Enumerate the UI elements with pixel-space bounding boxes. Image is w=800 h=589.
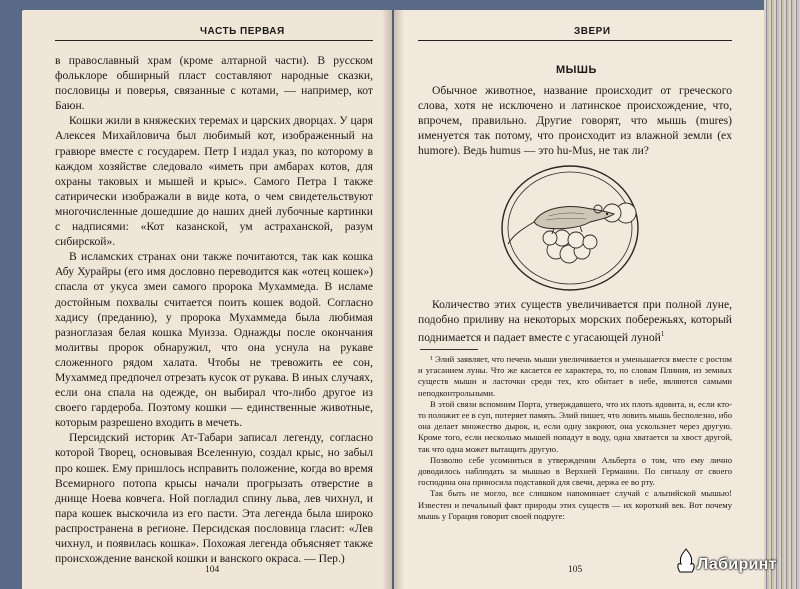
left-head-rule — [55, 40, 373, 41]
footnotes — [418, 354, 732, 522]
paragraph: Обычное животное, название происходит от греческого слова, хотя не исключено и латинское происхождение, что, впрочем, правильно. Другие говорят, что мышь (mures) именуется так потому, что происходит из влажной земли (ex humore). Ведь humus — это hu-Mus, не так ли? — [418, 84, 732, 158]
left-running-head: ЧАСТЬ ПЕРВАЯ — [200, 26, 285, 37]
book-gutter — [382, 10, 404, 589]
footnote: ¹ Элий заявляет, что печень мыши увеличивается и уменьшается вместе с ростом и угасанием луны. Что же касается ее характера, то, по словам Плиния, из земных существ мыши и ласточки среди тех, кто обитает в небе, являются самыми неподконтрольными. — [418, 354, 732, 398]
right-running-head: ЗВЕРИ — [574, 26, 611, 37]
section-title: МЫШЬ — [556, 64, 597, 76]
page-edges — [764, 0, 800, 589]
left-page-number: 104 — [205, 565, 220, 575]
footnote: Так быть не могло, все слишком напоминает случай с альпийской мышью! Известен и печальный факт природы этих существ — их короткий век. Вот почему мышь у Горация говорит своей подруге: — [418, 488, 732, 521]
labirint-logo: Лабиринт — [697, 556, 777, 573]
left-body-text — [55, 53, 373, 566]
paragraph: Количество этих существ увеличивается при полной луне, подобно приливу на некоторых морских побережьях, который поднимается и падает вместе с угасающей луной — [418, 298, 732, 345]
right-main-text — [418, 297, 732, 345]
footnote: Позволю себе усомниться в утверждении Альберта о том, что ему лично доводилось наблюдать за мышью в Верхней Германии. По сигналу от своего господина она приносила подставкой для свечи, держа ее во рту. — [418, 454, 732, 488]
right-head-rule — [418, 40, 732, 41]
labirint-logo-icon — [676, 548, 696, 574]
mouse-engraving — [494, 158, 646, 298]
right-intro-text — [418, 83, 732, 158]
right-page-number: 105 — [568, 565, 583, 575]
paragraph: Персидский историк Ат-Табари записал легенду, согласно которой Творец, основывая Вселенную, создал крыс, но забыл про кошек. Ему пришлось исправить положение, когда во время Всемирного потопа крысы начали прогрызать отверстие в днище Ноева ковчега. Ной погладил спину льва, лев чихнул, и пара кошек выскочила из его пасти. Эта легенда была широко распространена в регионе. Персидская пословица гласит: «Лев чихнул, и появилась кошка». Похожая легенда объясняет также происхождение ванской кошки и ванского окраса. — Пер.) — [55, 431, 373, 566]
footnote-marker: 1 — [660, 330, 665, 339]
footnote: В этой связи вспомним Порта, утверждавшего, что их плоть ядовита, и, если кто-то положит ее в суп, потеряет память. Элий пишет, что ловить мышь бесполезно, ибо она делает множество дырок, и, если одну закроют, она ускользнет через другую. Кроме того, если несколько мышей попадут в воду, одна хватается за хвост другой, так что одна может вытащить другую. — [418, 398, 732, 454]
paragraph: в православный храм (кроме алтарной части). В русском фольклоре обширный пласт составляют народные сказки, пословицы и поверья, связанные с котами, — например, кот Баюн. — [55, 54, 373, 113]
paragraph: В исламских странах они также почитаются, так как кошка Абу Хурайры (его имя дословно переводится как «отец кошек») спасла от укуса змеи самого пророка Мухаммеда. В исламе достойным похвалы считается поить кошек водой. Согласно хадису (преданию), у пророка Мухаммеда была любимая разноглазая белая кошка Муизза. Однажды после окончания молитвы пророк обнаружил, что она уснула на рукаве сложенного рядом халата. Чтобы не тревожить ее сон, Мухаммед предпочел отрезать кусок от рукава. В иных случаях, если она спала на одежде, он выбирал что-либо другое из своего гардероба. Поэтому кошки — единственные животные, которым разрешено входить в мечеть. — [55, 250, 373, 430]
paragraph: Кошки жили в княжеских теремах и царских дворцах. У царя Алексея Михайловича был любимый кот, изображенный на гравюре вместе с государем. Петр I издал указ, по которому в каждом хозяйстве следовало «иметь при амбарах котов, для охраны таковых и мышей и крыс». Самого Петра I также сатирически изображали в виде кота, о чем свидетельствуют многочисленные дошедшие до наших дней лубочные картинки с надписями: «Кот казанской, ум астраханской, разум сибирской». — [55, 114, 373, 249]
footnote-rule — [420, 349, 478, 350]
